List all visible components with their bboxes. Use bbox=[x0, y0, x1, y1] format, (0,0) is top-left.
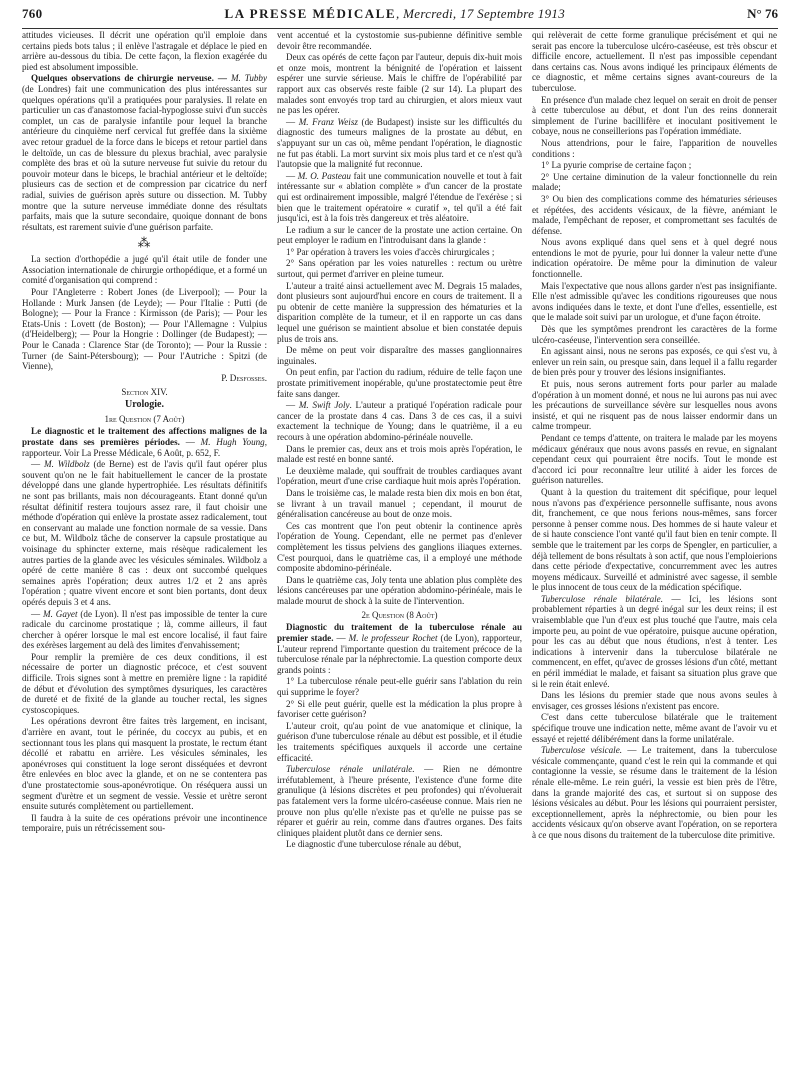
paragraph: En agissant ainsi, nous ne serons pas exposés, ce qui s'est vu, à enlever un rein sain, ou presque sain, dans lequel il a fallu regarder de bien près pour y trouver des lésions insignifiantes. bbox=[532, 346, 777, 378]
paragraph: Le radium a sur le cancer de la prostate une action certaine. On peut employer le radium en l'introduisant dans la glande : bbox=[277, 224, 522, 246]
author-name: M. Gayet bbox=[43, 608, 78, 619]
paragraph-vesicale bbox=[532, 745, 777, 840]
paragraph: Et puis, nous serons autrement forts pour parler au malade d'opération à un moment donné, et nous ne lui aurons pas nui avec les précautions de surveillance sévère sur lesquelles nous avons insisté, et qui ne risquent pas de nous laisser endormir dans un calme trompeur. bbox=[532, 379, 777, 432]
column-left bbox=[22, 30, 267, 1078]
paragraph: 3° Ou bien des complications comme des hématuries sérieuses et répétées, des accidents vésicaux, de la fièvre, anémiant le malade, l'empêchant de reposer, et compromettant ses facultés de défense. bbox=[532, 193, 777, 236]
subsection-label: Tuberculose vésicale. bbox=[541, 745, 623, 756]
paragraph: Nous avons expliqué dans quel sens et à quel degré nous entendions le mot de pyurie, pour lui donner la valeur nette d'une indication opératoire. De même pour la diminution de valeur fonctionnelle. bbox=[532, 237, 777, 280]
page-header bbox=[22, 6, 778, 29]
paragraph-wildbolz: — M. Wildbolz (de Berne) est de l'avis qu'il faut opérer plus souvent qu'on ne le fait habituellement le cancer de la prostate développé dans une glande hypertrophiée. Les résultats définitifs ne sont pas brillants, mais non décourageants. Etant donné qu'un résultat définitif restera toujours assez rare, il faut choisir une méthode d'opération qui enlève la prostate assez radicalement, tout en conservant au malade une fonction normale de sa vessie. Dans ce but, M. Wildbolz tâche de conserver la capsule prostatique au voisinage du sphincter externe, mais résèque radicalement les autres parties de la glande avec les vésicules séminales. Wildbolz a opéré de cette manière 8 cas : deux ont succombé quelques semaines après l'opération; deux autres 1/2 et 2 ans après l'opération ; quatre vivent encore et sont bien portants, dont deux opérés depuis 3 et 4 ans. bbox=[22, 459, 267, 607]
paragraph: Pendant ce temps d'attente, on traitera le malade par les moyens médicaux généraux que nous avons passés en revue, en signalant cependant ceux qui pourraient être nocifs. Tout le monde est d'accord ici pour reconnaître leur utilité à aider les forces de guérison naturelles. bbox=[532, 432, 777, 486]
paragraph: Le diagnostic d'une tuberculose rénale au début, bbox=[286, 839, 462, 850]
paragraph-young: Le diagnostic et le traitement des affections malignes de la prostate dans ses premières périodes. — M. Hugh Young, rapporteur. Voir La Presse Médicale, 6 Août, p. 652, F. bbox=[22, 426, 267, 458]
journal-masthead bbox=[225, 6, 565, 22]
paragraph: Dans le premier cas, deux ans et trois mois après l'opération, le malade est resté en bonne santé. bbox=[277, 443, 522, 465]
paragraph: Dans le troisième cas, le malade resta bien dix mois en bon état, se livrant à un travail manuel ; cependant, il mourut de généralisation cancéreuse au bout de onze mois. bbox=[277, 487, 522, 520]
paragraph-text: (de Berne) est de l'avis qu'il faut opérer plus souvent qu'on ne le fait habituellement le cancer de la prostate développé dans une glande hypertrophiée. Les résultats définitifs ne sont pas brillants, mais non décourageants. Etant donné qu'un résultat définitif restera toujours assez rare, il faut choisir une méthode d'opération qui enlève la prostate assez radicalement, tout en conservant au malade une fonction normale de sa vessie. Dans ce but, M. Wildbolz tâche de conserver la capsule prostatique au voisinage du sphincter externe, mais résèque radicalement les autres parties de la glande avec les vésicules séminales. Wildbolz a opéré de cette manière 8 cas : deux ont succombé quelques semaines après l'opération; deux autres 1/2 et 2 ans après l'opération ; quatre vivent encore et sont bien portants, dont deux opérés depuis 3 et 4 ans. bbox=[22, 459, 267, 607]
journal-title: LA PRESSE MÉDICALE bbox=[224, 6, 397, 21]
author-name: M. Hugh Young bbox=[200, 437, 265, 447]
paragraph: Le deuxième malade, qui souffrait de troubles cardiaques avant l'opération, meurt d'une crise cardiaque huit mois après l'opération. bbox=[277, 465, 522, 487]
question-label: 2e Question (8 Août) bbox=[361, 610, 438, 621]
paragraph: 1° Par opération à travers les voies d'accès chirurgicales ; bbox=[286, 246, 495, 257]
column-right bbox=[532, 30, 777, 1078]
paragraph: La section d'orthopédie a jugé qu'il était utile de fonder une Association internationale de chirurgie orthopédique, et a formé un comité d'organisation qui comprend : bbox=[22, 254, 267, 286]
paragraph: Deux cas opérés de cette façon par l'auteur, depuis dix-huit mois et onze mois, montrent la bénignité de l'opération et laissent espérer une survie sérieuse. Mais le chiffre de l'opérabilité par rapport aux cas observés reste faible (2 sur 14). La plupart des malades sont envoyés trop tard au chirurgien, et alors mieux vaut ne pas les opérer. bbox=[277, 52, 522, 116]
paragraph: Quant à la question du traitement dit spécifique, pour lequel nous n'avons pas d'expérience personnelle suffisante, nous avons dit, franchement, ce que nous ferions nous-mêmes, sans forcer personne à penser comme nous. Des hommes de si haute valeur et de si haute conscience l'ont vanté qu'il faut bien en tenir compte. Il semble que le traitement par les corps de Spengler, en particulier, a déjà tellement de bons résultats à son actif, que nous l'emploierions dans cette période d'expectative, concurremment avec les autres moyens médicaux. Surveillé et administré avec sagesse, il semble le plus innocent de tous ceux de la médication spécifique. bbox=[532, 486, 777, 593]
paragraph: attitudes vicieuses. Il décrit une opération qu'il emploie dans certains pieds bots talus ; il enlève l'astragale et déplace le pied en arrière au-dessous du tibia. De cette façon, la flexion exagérée du pied est absolument impossible. bbox=[22, 30, 267, 72]
author-name: M. le professeur Rochet bbox=[348, 633, 438, 644]
author-name: M. Tubby bbox=[230, 73, 267, 84]
paragraph: 2° Une certaine diminution de la valeur fonctionnelle du rein malade; bbox=[532, 171, 777, 193]
paragraph: L'auteur croit, qu'au point de vue anatomique et clinique, la guérison d'une tuberculose rénale au début est possible, et il étudie les traitements spécifiques auxquels il accorde une certaine efficacité. bbox=[277, 720, 522, 763]
page-number: 760 bbox=[22, 6, 43, 21]
author-name: M. O. Pasteau bbox=[297, 170, 351, 181]
author-name: M. Wildbolz bbox=[44, 459, 90, 470]
section-title: Urologie. bbox=[125, 399, 164, 411]
section-heading: Quelques observations de chirurgie nerveuse. — bbox=[31, 73, 227, 84]
author-name: M. Swift Joly bbox=[298, 400, 350, 411]
paragraph-gayet: — M. Gayet (de Lyon). Il n'est pas impossible de tenter la cure radicale du carcinome prostatique ; là, comme ailleurs, il faut chercher à opérer lorsque le mal est encore localisé, il faut faire des exérèses largement au delà des limites d'envahissement; bbox=[22, 608, 267, 651]
subsection-label: Tuberculose rénale bilatérale. bbox=[541, 593, 663, 604]
paragraph-text: . L'auteur a pratiqué l'opération radicale pour cancer de la prostate dans 4 cas. Dans 3 de ces cas, il a suivi exactement la technique de Young; dans le quatrième, il a eu recours à une opération abdomino-périnéale nouvelle. bbox=[277, 400, 522, 442]
paragraph-text: , rapporteur. Voir La Presse Médicale, 6 Août, p. 652, F. bbox=[22, 437, 267, 458]
paragraph-tubby bbox=[22, 73, 267, 232]
paragraph: vent accentué et la cystostomie sus-pubienne définitive semble devoir être recommandée. bbox=[277, 30, 522, 51]
paragraph-text: — Le traitement, dans la tuberculose vésicale commençante, quand c'est le rein qui la commande et qui contagionne la vessie, se résume dans le traitement de la lésion rénale elle-même. Le rein guéri, la vessie est bien près de l'être, dans la grande majorité des cas, et surtout si on suppose des lésions vésicales au début. Pour les lésions qui pourraient persister, exceptionnellement, après la néphrectomie, ou bien pour les accidents vésicaux qu'on observe avant l'opération, on se reportera à ce que nous disons du traitement de la tuberculose dite primitive. bbox=[532, 745, 777, 840]
paragraph: Nous attendrions, pour le faire, l'apparition de nouvelles conditions : bbox=[532, 137, 777, 159]
paragraph: C'est dans cette tuberculose bilatérale que le traitement spécifique trouve une indication nette, même avant de l'avoir vu et essayé et rejetté délibérément dans la forme unilatérale. bbox=[532, 712, 777, 744]
paragraph: Les opérations devront être faites très largement, en incisant, d'arrière en avant, tout le périnée, du coccyx au pubis, et en sectionnant tous les plans qui masquent la prostate, le rectum étant décollé et rabattu en arrière. Les vésicules séminales, les aponévroses qui constituent la loge seront disséquées et devront être enlevées en bloc avec la glande, et on ne se contentera pas d'une prostatectomie sous-aponévrotique. On réséquera aussi un segment d'urètre et un segment de vessie. Vessie et urètre seront ensuite suturés complètement ou partiellement. bbox=[22, 716, 267, 812]
paragraph: De même on peut voir disparaître des masses ganglionnaires inguinales. bbox=[277, 345, 522, 366]
paragraph: Mais l'expectative que nous allons garder n'est pas insignifiante. Elle n'est admissible qu'avec les conditions rigoureuses que nous avons indiquées dans le texte, et dont l'une d'elles, essentielle, est que le malade soit suivi par un urologue, et d'une façon étroite. bbox=[532, 280, 777, 323]
paragraph-unilateral bbox=[277, 764, 522, 838]
paragraph: Il faudra à la suite de ces opérations prévoir une incontinence temporaire, puis un rétrécissement sou- bbox=[22, 812, 267, 834]
paragraph: En présence d'un malade chez lequel on serait en droit de penser à cette tuberculose au début, et dont l'un des reins donnerait simplement de l'urine bacillifère et inoculant positivement le cobaye, nous ne conseillerions pas l'opération immédiate. bbox=[532, 94, 777, 137]
paragraph: Dans le quatrième cas, Joly tenta une ablation plus complète des lésions cancéreuses par une opération abdomino-périnéale, mais le malade mourut de shock à la suite de l'intervention. bbox=[277, 574, 522, 606]
paragraph-swift: — M. Swift Joly. L'auteur a pratiqué l'opération radicale pour cancer de la prostate dans 4 cas. Dans 3 de ces cas, il a suivi exactement la technique de Young; dans le quatrième, il a eu recours à une opération abdomino-périnéale nouvelle. bbox=[277, 400, 522, 442]
author-name: M. Franz Weisz bbox=[298, 116, 358, 127]
topic-heading: Diagnostic du traitement de la tuberculose rénale au premier stade. bbox=[277, 622, 522, 644]
paragraph: qui relèverait de cette forme granulique précisément et qui ne serait pas encore la tuberculose ulcéro-caséeuse, est très obscur et difficile encore, actuellement. Il n'est pas impossible cependant dans certains cas. Nous avons indiqué les principaux éléments de ce diagnostic, et même certains signes avant-coureurs de la tuberculose. bbox=[532, 30, 777, 93]
paragraph: 2° Sans opération par les voies naturelles : rectum ou urètre surtout, qui permet d'arriver en pleine tumeur. bbox=[277, 258, 522, 280]
paragraph-text: (de Lyon). Il n'est pas impossible de tenter la cure radicale du carcinome prostatique ; là, comme ailleurs, il faut chercher à opérer lorsque le mal est encore localisé, il faut faire des exérèses largement au delà des limites d'envahissement; bbox=[22, 608, 267, 651]
committee-list: Pour l'Angleterre : Robert Jones (de Liverpool); — Pour la Hollande : Murk Jansen (de Leyde); — Pour l'Italie : Putti (de Bologne); — Pour la France : Kirmisson (de Paris); — Pour les Etats-Unis : Lovett (de Boston); — Pour l'Allemagne : Vulpius (d'Heidelberg); — Pour la Hongrie : Dollinger (de Budapest); — Pour le Canada : Clarence Star (de Toronto); — Pour la Russie : Turner (de Saint-Pétersbourg); — Pour l'Autriche : Spitzi (de Vienne), bbox=[22, 287, 267, 372]
column-middle bbox=[277, 30, 522, 1078]
signature: P. Desfosses. bbox=[221, 372, 267, 383]
paragraph-weisz: — M. Franz Weisz (de Budapest) insiste sur les difficultés du diagnostic des tumeurs malignes de la prostate au début, en s'appuyant sur un cas où, même pendant l'opération, le diagnostic ne fut pas établi. La mort survint six mois plus tard et ce n'est qu'à l'autopsie que la malignité fut reconnue. bbox=[277, 116, 522, 170]
paragraph-text: fait une communication nouvelle et tout à fait intéressante sur « ablation complète » d'un cancer de la prostate qui est ordinairement impossible, malgré l'étendue de l'exérèse ; si bien que le traitement opératoire « curatif », tel qu'il a été fait jusqu'ici, est à la fois très dangereux et très aléatoire. bbox=[277, 170, 522, 224]
paragraph: 1° La tuberculose rénale peut-elle guérir sans l'ablation du rein qui supprime le foyer? bbox=[277, 676, 522, 698]
paragraph: Dès que les symptômes prendront les caractères de la forme ulcéro-caséeuse, l'intervention sera conseillée. bbox=[532, 324, 777, 345]
paragraph-pasteau: — M. O. Pasteau fait une communication nouvelle et tout à fait intéressante sur « ablation complète » d'un cancer de la prostate qui est ordinairement impossible, malgré l'étendue de l'exérèse ; si bien que le traitement opératoire « curatif », tel qu'il a été fait jusqu'ici, est à la fois très dangereux et très aléatoire. bbox=[277, 170, 522, 224]
paragraph-text: (de Budapest) insiste sur les difficultés du diagnostic des tumeurs malignes de la prostate au début, en s'appuyant sur un cas où, même pendant l'opération, le diagnostic ne fut pas établi. La mort survint six mois plus tard et ce n'est qu'à l'autopsie que la malignité fut reconnue. bbox=[277, 116, 522, 170]
paragraph: Pour remplir la première de ces deux conditions, il est nécessaire de porter un diagnostic précoce, et c'est souvent difficile. Trois signes sont à mettre en première ligne : la rapidité de début et d'évolution des symptômes dysuriques, les caractères de dureté et de fixité de la glande au toucher rectal, les signes cystoscopiques. bbox=[22, 651, 267, 715]
subsection-label: Tuberculose rénale unilatérale. bbox=[286, 764, 415, 775]
paragraph: 1° La pyurie comprise de certaine façon ; bbox=[541, 160, 692, 171]
asterism-divider: ⁂ bbox=[137, 235, 152, 251]
paragraph-bilateral bbox=[532, 594, 777, 689]
paragraph: Dans les lésions du premier stade que nous avons seules à envisager, ces grosses lésions n'existent pas encore. bbox=[532, 690, 777, 711]
topic-heading: Le diagnostic et le traitement des affections malignes de la prostate dans ses premières périodes. bbox=[22, 426, 267, 447]
paragraph-text: (de Londres) fait une communication des plus intéressantes sur quelques opérations qu'il a pratiquées pour paralysies. Il relate en particulier un cas d'anastomose facial-hypoglosse suivi d'un succès complet, un cas de paralysie infantile pour lequel la branche antérieure du cinquième nerf cervical fut greffée dans la sixième avec retour graduel de la force dans le biceps et retour partiel dans le deltoïde, un cas de blessure du plexus brachial, avec paralysie complète des bras et où la suture nerveuse fut suivie du retour du pouvoir moteur dans le biceps, le brachial antérieur et le deltoïde; plusieurs cas de section et de compression par cicatrice du nerf radial, suivies de guérison après suture ou dissection. M. Tubby montre que la suture nerveuse immédiate donne des résultats parfaits, mais que la suture secondaire, quoique donnant de bons résultats, est rarement suivie d'une guérison parfaite. bbox=[22, 83, 267, 232]
paragraph-text: — Rien ne démontre irréfutablement, à l'heure présente, l'existence d'une forme dite granulique (à lésions discrètes et peu profondes) qui n'évoluerait pas fatalement vers la forme ulcéro-caséeuse connue. Mais rien ne prouve non plus qu'elle n'existe pas et qu'elle ne puisse pas se réparer et guérir au rein, comme dans d'autres organes. Des faits cliniques plaident plutôt dans ce dernier sens. bbox=[277, 764, 522, 838]
paragraph: Ces cas montrent que l'on peut obtenir la continence après l'opération de Young. Cependant, elle ne permet pas d'enlever complètement les tissus pelviens des ganglions iliaques externes. C'est pourquoi, dans le quatrième cas, il a employé une méthode composite abdomino-périnéale. bbox=[277, 520, 522, 574]
paragraph-text: — Ici, les lésions sont probablement réparties à un degré inégal sur les deux reins; il est vraisemblable que l'un d'eux est plus touché que l'autre, mais cela importe peu, au point de vue opératoire, puisque aucune opération, pour les cas au début que nous étudions, n'est à tenter. Les indications à intervenir dans la tuberculose bilatérale ne commencent, en effet, qu'avec de grosses lésions d'un côté, mettant en péril immédiat le malade, et faisant sa situation plus grave que si le rein était enlevé. bbox=[532, 593, 777, 689]
paragraph-rochet: Diagnostic du traitement de la tuberculose rénale au premier stade. — M. le professeur Rochet (de Lyon), rapporteur, L'auteur reprend l'importante question du traitement précoce de la tuberculose rénale par la néphrectomie. La question comporte deux grands points : bbox=[277, 622, 522, 675]
question-label: 1re Question (7 Août) bbox=[104, 414, 185, 425]
issue-date: , Mercredi, 17 Septembre 1913 bbox=[396, 6, 566, 21]
paragraph: On peut enfin, par l'action du radium, réduire de telle façon une prostate primitivement inopérable, qu'une prostatectomie peut être faite sans danger. bbox=[277, 367, 522, 399]
section-label: Section XIV. bbox=[121, 387, 168, 398]
paragraph: L'auteur a traité ainsi actuellement avec M. Degrais 15 malades, dont plusieurs sont aujourd'hui encore en cours de traitement. Il a pu obtenir de cette manière la suppression des hématuries et la disparition complète de la tumeur, et il en rapporte un cas dans lequel une guérison se maintient absolue et bien constatée depuis plus de trois ans. bbox=[277, 280, 522, 344]
paragraph: 2° Si elle peut guérir, quelle est la médication la plus propre à favoriser cette guérison? bbox=[277, 698, 522, 720]
paragraph-text: (de Lyon), rapporteur, L'auteur reprend l'importante question du traitement précoce de la tuberculose rénale par la néphrectomie. La question comporte deux grands points : bbox=[277, 633, 522, 675]
issue-number: N° 76 bbox=[747, 6, 778, 21]
